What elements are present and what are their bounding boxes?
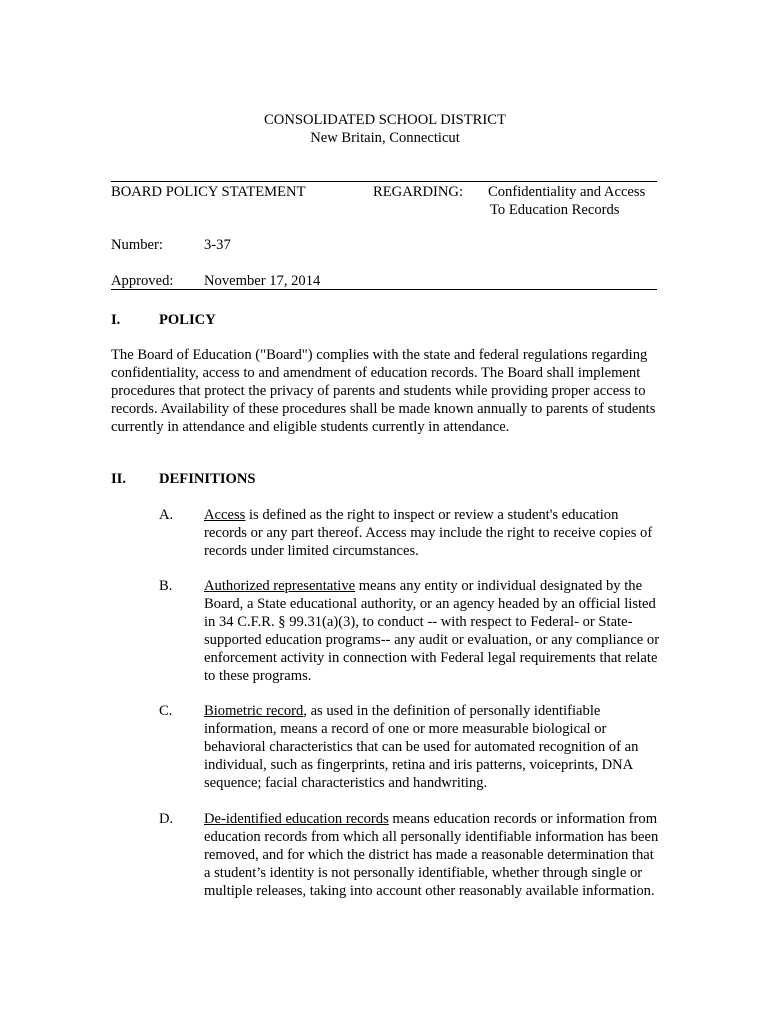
definition-term: Biometric record — [204, 703, 304, 719]
definition-letter: C. — [159, 703, 173, 719]
definition-text: means any entity or individual designated by the Board, a State educational authority, or an agency headed by an official listed in 34 C.F.R. § 99.31(a)(3), to conduct -- with respect to Federal- or State-supported education programs-- any audit or evaluation, or any compliance or enforcement activity in connection with Federal legal requirements that relate to these programs. — [204, 578, 660, 684]
district-name: CONSOLIDATED SCHOOL DISTRICT — [264, 112, 506, 128]
number-value: 3-37 — [204, 237, 231, 253]
meta-bottom-rule — [111, 289, 657, 290]
definition-letter: B. — [159, 578, 173, 594]
definition-item — [204, 577, 660, 685]
definition-text: is defined as the right to inspect or review a student's education records or any part thereof. Access may include the right to receive copies of records under limited circumstances. — [204, 507, 653, 559]
definition-letter: D. — [159, 811, 174, 827]
definition-text: means education records or information from education records from which all personally identifiable information has been removed, and for which the district has made a reasonable determination that a student’s identity is not personally identifiable, whether through single or multiple releases, taking into account other reasonably available information. — [204, 811, 659, 899]
definition-item — [204, 506, 660, 560]
regarding-line1: Confidentiality and Access — [488, 184, 646, 200]
section1-heading: POLICY — [159, 312, 216, 328]
regarding-line2: To Education Records — [490, 202, 620, 218]
section1-numeral: I. — [111, 312, 121, 328]
definition-term: Access — [204, 507, 246, 523]
section2-numeral: II. — [111, 471, 127, 487]
regarding-label: REGARDING: — [373, 184, 463, 200]
district-location: New Britain, Connecticut — [310, 130, 460, 146]
number-label: Number: — [111, 237, 163, 253]
section2-heading: DEFINITIONS — [159, 471, 256, 487]
statement-label: BOARD POLICY STATEMENT — [111, 184, 306, 200]
definition-text: , as used in the definition of personally identifiable information, means a record of one or more measurable biological or behavioral characteristics that can be used for automated recognition of an individual, such as fingerprints, retina and iris patterns, voiceprints, DNA sequence; facial characteristics and handwriting. — [204, 703, 639, 791]
top-rule — [111, 181, 657, 182]
definition-term: De-identified education records — [204, 811, 389, 827]
approved-label: Approved: — [111, 273, 174, 289]
definition-item — [204, 810, 660, 900]
definition-term: Authorized representative — [204, 578, 356, 594]
definition-item — [204, 702, 660, 792]
approved-value: November 17, 2014 — [204, 273, 321, 289]
definition-letter: A. — [159, 507, 174, 523]
section1-body: The Board of Education ("Board") complies with the state and federal regulations regarding confidentiality, access to and amendment of education records. The Board shall implement procedures that protect the privacy of parents and students while providing proper access to records. Availability of these procedures shall be made known annually to parents of students currently in attendance and eligible students currently in attendance. — [111, 347, 656, 435]
